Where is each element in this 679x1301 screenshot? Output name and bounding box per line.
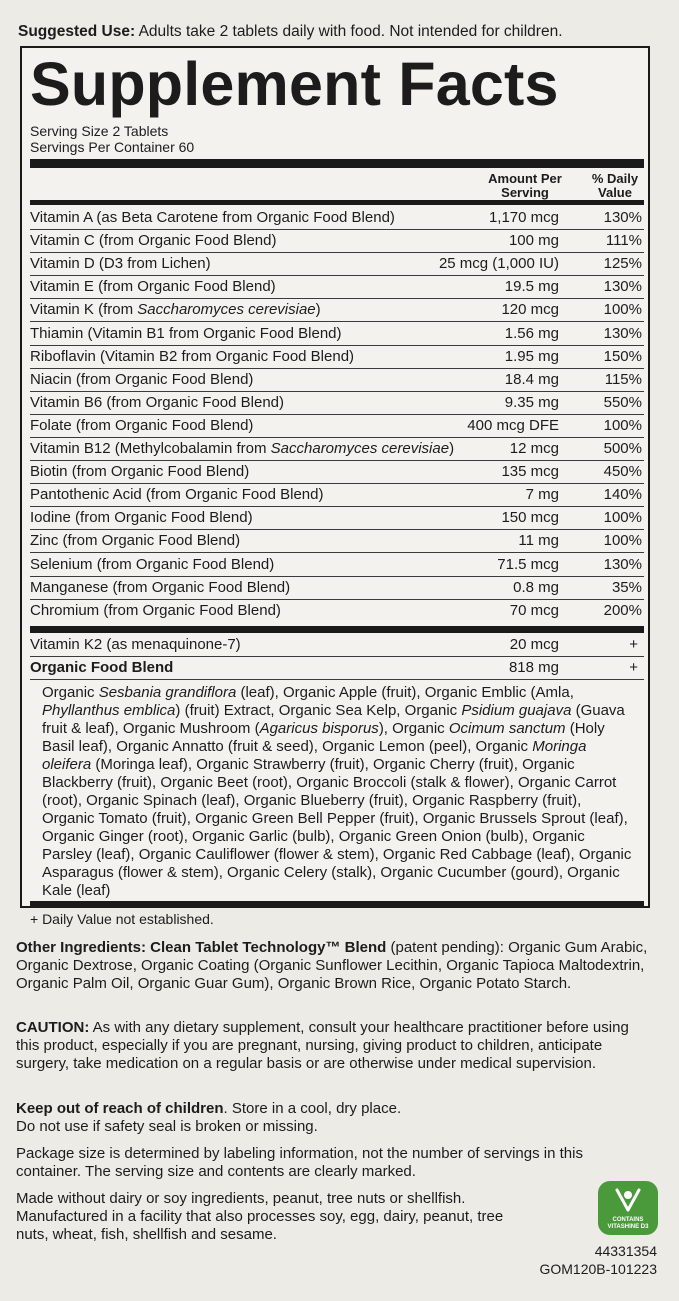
nutrient-row bbox=[30, 299, 644, 322]
nutrient-row bbox=[30, 346, 644, 369]
nutrient-row bbox=[30, 600, 644, 623]
nutrient-name: Biotin (from Organic Food Blend) bbox=[30, 463, 250, 481]
nutrient-amount: 0.8 mg bbox=[513, 578, 559, 596]
nutrient-daily-value: + bbox=[629, 636, 638, 653]
vitashine-badge bbox=[598, 1181, 658, 1235]
package-note: Package size is determined by labeling information, not the number of servings in this container. The serving size and contents are clearly marked. bbox=[16, 1145, 583, 1180]
nutrient-name: Vitamin C (from Organic Food Blend) bbox=[30, 232, 277, 250]
nutrient-daily-value: 100% bbox=[603, 301, 642, 319]
nutrient-amount: 100 mg bbox=[508, 232, 559, 250]
nutrient-amount: 20 mcg bbox=[509, 636, 559, 653]
badge-line-2: VITASHINE D3 bbox=[607, 1224, 649, 1230]
nutrient-amount: 19.5 mg bbox=[504, 278, 559, 296]
nutrient-daily-value: 450% bbox=[603, 463, 642, 481]
product-code-1: 44331354 bbox=[594, 1243, 657, 1259]
nutrient-amount: 1.95 mg bbox=[504, 347, 559, 365]
nutrient-name: Vitamin B6 (from Organic Food Blend) bbox=[30, 393, 284, 411]
keep-out-text: . Store in a cool, dry place. bbox=[223, 1100, 402, 1117]
col-header-dv: % Daily Value bbox=[591, 171, 639, 200]
nutrient-amount: 120 mcg bbox=[501, 301, 559, 319]
nutrient-amount: 150 mcg bbox=[501, 509, 559, 527]
vitamin-k2-row bbox=[30, 634, 644, 657]
nutrient-name: Niacin (from Organic Food Blend) bbox=[30, 370, 254, 388]
nutrient-row bbox=[30, 461, 644, 484]
suggested-use-label: Suggested Use: bbox=[18, 23, 136, 40]
nutrient-name: Vitamin K (from Saccharomyces cerevisiae) bbox=[30, 301, 321, 319]
other-ingredients-text: (patent pending): Organic Gum Arabic, Organic Dextrose, Organic Coating (Organic Sunflower Lecithin, Organic Tapioca Maltodextrin, Organic Palm Oil, Organic Guar Gum), Organic Brown Rice, Organic Potato Starch. bbox=[16, 939, 648, 992]
nutrient-name: Vitamin K2 (as menaquinone-7) bbox=[30, 636, 241, 653]
nutrient-amount: 1.56 mg bbox=[504, 324, 559, 342]
nutrient-row bbox=[30, 207, 644, 230]
nutrient-amount: 135 mcg bbox=[501, 463, 559, 481]
nutrient-daily-value: 130% bbox=[603, 324, 642, 342]
vitashine-leaf-icon bbox=[598, 1181, 658, 1217]
nutrient-daily-value: 200% bbox=[603, 601, 642, 619]
nutrient-row bbox=[30, 323, 644, 346]
nutrient-row bbox=[30, 415, 644, 438]
supplement-facts-panel bbox=[20, 46, 650, 927]
nutrient-row bbox=[30, 577, 644, 600]
suggested-use-text: Adults take 2 tablets daily with food. Not intended for children. bbox=[135, 23, 563, 40]
nutrient-amount: 18.4 mg bbox=[504, 370, 559, 388]
servings-per-container: Servings Per Container 60 bbox=[30, 139, 195, 155]
nutrient-name: Folate (from Organic Food Blend) bbox=[30, 416, 254, 434]
nutrient-row bbox=[30, 230, 644, 253]
nutrient-daily-value: 140% bbox=[603, 486, 642, 504]
nutrient-amount: 25 mcg (1,000 IU) bbox=[438, 255, 559, 273]
nutrient-amount: 71.5 mcg bbox=[497, 555, 559, 573]
nutrient-name: Manganese (from Organic Food Blend) bbox=[30, 578, 291, 596]
nutrient-row bbox=[30, 369, 644, 392]
col-header-amount: Amount Per Serving bbox=[488, 171, 562, 200]
nutrient-name: Vitamin D (D3 from Lichen) bbox=[30, 255, 211, 273]
thick-divider-header bbox=[30, 200, 644, 205]
nutrient-name: Iodine (from Organic Food Blend) bbox=[30, 509, 253, 527]
nutrient-daily-value: 150% bbox=[603, 347, 642, 365]
nutrient-amount: 1,170 mcg bbox=[488, 209, 559, 226]
nutrient-amount: 12 mcg bbox=[509, 440, 559, 457]
badge-line-1: CONTAINS bbox=[612, 1217, 644, 1223]
nutrient-amount: 818 mg bbox=[508, 659, 559, 676]
nutrient-row bbox=[30, 484, 644, 507]
serving-size: Serving Size 2 Tablets bbox=[30, 123, 169, 139]
nutrient-row bbox=[30, 507, 644, 530]
thick-divider-middle bbox=[30, 626, 644, 633]
nutrient-row bbox=[30, 530, 644, 553]
keep-out-label: Keep out of reach of children bbox=[16, 1100, 224, 1117]
safety-seal-note: Do not use if safety seal is broken or missing. bbox=[16, 1118, 318, 1135]
daily-value-footnote: + Daily Value not established. bbox=[30, 911, 214, 927]
caution-label: CAUTION: bbox=[16, 1019, 90, 1036]
nutrient-daily-value: 115% bbox=[604, 370, 642, 388]
nutrient-daily-value: 550% bbox=[603, 393, 642, 411]
nutrient-daily-value: 111% bbox=[605, 232, 642, 250]
nutrient-row bbox=[30, 392, 644, 415]
nutrient-daily-value: 100% bbox=[603, 532, 642, 550]
other-ingredients bbox=[16, 939, 666, 993]
product-code-2: GOM120B-101223 bbox=[539, 1261, 657, 1277]
other-ingredients-label: Other Ingredients: Clean Tablet Technology™ Blend bbox=[16, 939, 387, 956]
nutrient-daily-value: 35% bbox=[611, 578, 642, 596]
nutrient-daily-value: 130% bbox=[603, 278, 642, 296]
thick-divider-bottom bbox=[30, 901, 644, 907]
nutrient-row bbox=[30, 554, 644, 577]
nutrient-name: Pantothenic Acid (from Organic Food Blend) bbox=[30, 486, 324, 504]
nutrient-daily-value: + bbox=[629, 659, 638, 676]
nutrient-daily-value: 130% bbox=[603, 555, 642, 573]
nutrient-name: Vitamin B12 (Methylcobalamin from Saccharomyces cerevisiae) bbox=[30, 440, 455, 457]
allergen-note: Made without dairy or soy ingredients, peanut, tree nuts or shellfish. Manufactured in a facility that also processes soy, egg, dairy, peanut, tree nuts, wheat, fish, shellfish and sesame. bbox=[16, 1190, 504, 1243]
nutrient-amount: 11 mg bbox=[518, 532, 559, 550]
thick-divider-top bbox=[30, 159, 644, 168]
keep-out-of-reach bbox=[16, 1100, 666, 1136]
nutrient-name: Thiamin (Vitamin B1 from Organic Food Blend) bbox=[30, 324, 342, 342]
panel-title: Supplement Facts bbox=[30, 50, 559, 118]
food-blend-row bbox=[30, 657, 644, 680]
nutrient-daily-value: 130% bbox=[603, 209, 642, 226]
nutrient-daily-value: 100% bbox=[603, 416, 642, 434]
nutrient-name: Zinc (from Organic Food Blend) bbox=[30, 532, 241, 550]
nutrient-daily-value: 125% bbox=[603, 255, 642, 273]
nutrient-row bbox=[30, 253, 644, 276]
nutrient-row bbox=[30, 276, 644, 299]
nutrient-name: Chromium (from Organic Food Blend) bbox=[30, 601, 281, 619]
serving-info bbox=[30, 123, 194, 155]
badge-label bbox=[598, 1217, 658, 1231]
caution-text: As with any dietary supplement, consult your healthcare practitioner before using this product, especially if you are pregnant, nursing, giving product to children, anticipate surgery, take medication on a regular basis or are otherwise under medical supervision. bbox=[16, 1019, 629, 1072]
nutrient-name: Organic Food Blend bbox=[30, 659, 174, 676]
nutrient-name: Vitamin E (from Organic Food Blend) bbox=[30, 278, 276, 296]
suggested-use bbox=[18, 22, 668, 42]
nutrient-amount: 400 mcg DFE bbox=[467, 416, 559, 434]
blend-ingredients: Organic Sesbania grandiflora (leaf), Organic Apple (fruit), Organic Emblic (Amla, Phyllanthus emblica) (fruit) Extract, Organic Sea Kelp, Organic Psidium guajava (Guava fruit & leaf), Organic Mushroom (Agaricus bisporus), Organic Ocimum sanctum (Holy Basil leaf), Organic Annatto (fruit & seed), Organic Lemon (peel), Organic Moringa oleifera (Moringa leaf), Organic Strawberry (fruit), Organic Cherry (fruit), Organic Blackberry (fruit), Organic Beet (root), Organic Broccoli (stalk & flower), Organic Carrot (root), Organic Spinach (leaf), Organic Blueberry (fruit), Organic Raspberry (fruit), Organic Tomato (fruit), Organic Green Bell Pepper (fruit), Organic Brussels Sprout (leaf), Organic Ginger (root), Organic Garlic (bulb), Organic Green Onion (bulb), Organic Parsley (leaf), Organic Cauliflower (flower & stem), Organic Red Cabbage (leaf), Organic Asparagus (flower & stem), Organic Celery (stalk), Organic Cucumber (gourd), Organic Kale (leaf) bbox=[42, 684, 632, 899]
caution bbox=[16, 1019, 636, 1073]
nutrient-amount: 9.35 mg bbox=[504, 393, 559, 411]
nutrient-row bbox=[30, 438, 644, 461]
nutrient-amount: 7 mg bbox=[525, 486, 559, 504]
nutrient-daily-value: 500% bbox=[603, 440, 642, 457]
nutrient-name: Vitamin A (as Beta Carotene from Organic Food Blend) bbox=[30, 209, 395, 226]
nutrient-name: Selenium (from Organic Food Blend) bbox=[30, 555, 275, 573]
nutrient-amount: 70 mcg bbox=[509, 601, 559, 619]
nutrient-daily-value: 100% bbox=[603, 509, 642, 527]
nutrient-name: Riboflavin (Vitamin B2 from Organic Food Blend) bbox=[30, 347, 355, 365]
